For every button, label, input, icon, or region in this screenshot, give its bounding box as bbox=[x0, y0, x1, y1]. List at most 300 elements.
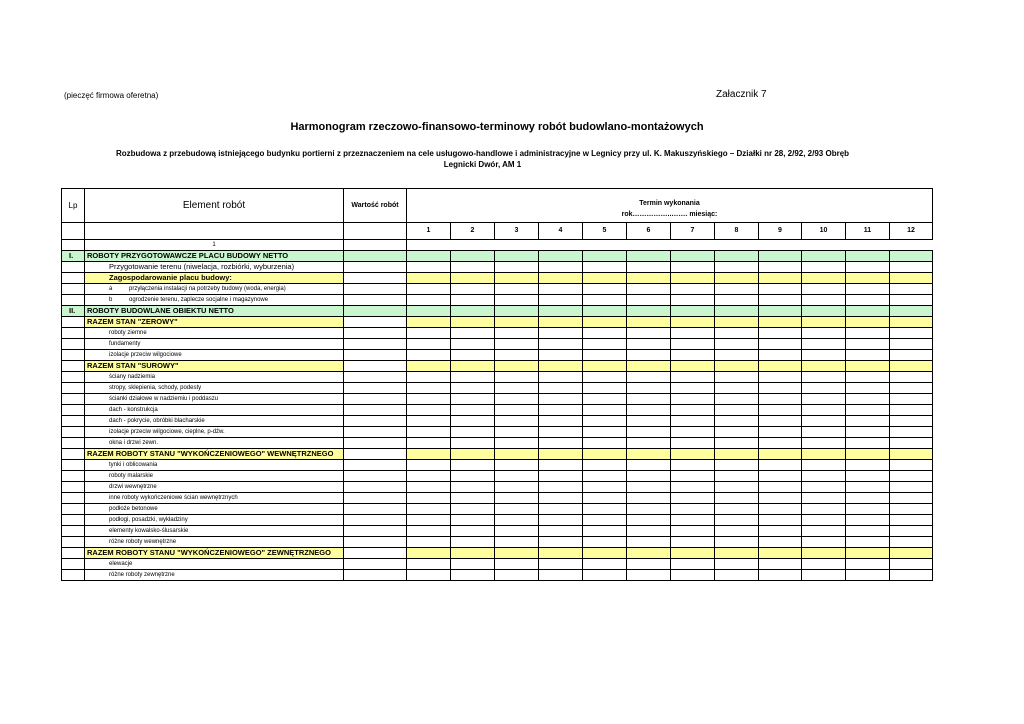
row-month-cell[interactable] bbox=[890, 273, 933, 284]
row-month-cell[interactable] bbox=[890, 405, 933, 416]
row-month-cell[interactable] bbox=[583, 284, 627, 295]
row-month-cell[interactable] bbox=[890, 504, 933, 515]
row-month-cell[interactable] bbox=[407, 251, 451, 262]
row-month-cell[interactable] bbox=[451, 284, 495, 295]
row-month-cell[interactable] bbox=[890, 416, 933, 427]
row-month-cell[interactable] bbox=[495, 284, 539, 295]
row-month-cell[interactable] bbox=[671, 449, 715, 460]
row-month-cell[interactable] bbox=[495, 482, 539, 493]
row-month-cell[interactable] bbox=[759, 284, 802, 295]
row-month-cell[interactable] bbox=[715, 251, 759, 262]
row-month-cell[interactable] bbox=[627, 295, 671, 306]
row-month-cell[interactable] bbox=[759, 471, 802, 482]
row-month-cell[interactable] bbox=[671, 405, 715, 416]
row-month-cell[interactable] bbox=[495, 295, 539, 306]
row-month-cell[interactable] bbox=[627, 471, 671, 482]
row-month-cell[interactable] bbox=[802, 273, 846, 284]
row-month-cell[interactable] bbox=[407, 416, 451, 427]
row-month-cell[interactable] bbox=[802, 471, 846, 482]
row-month-cell[interactable] bbox=[671, 383, 715, 394]
row-month-cell[interactable] bbox=[671, 427, 715, 438]
row-month-cell[interactable] bbox=[890, 295, 933, 306]
row-month-cell[interactable] bbox=[495, 262, 539, 273]
row-month-cell[interactable] bbox=[759, 350, 802, 361]
row-month-cell[interactable] bbox=[451, 262, 495, 273]
row-month-cell[interactable] bbox=[715, 361, 759, 372]
row-month-cell[interactable] bbox=[407, 449, 451, 460]
row-month-cell[interactable] bbox=[407, 427, 451, 438]
row-month-cell[interactable] bbox=[407, 471, 451, 482]
row-month-cell[interactable] bbox=[407, 559, 451, 570]
row-month-cell[interactable] bbox=[890, 350, 933, 361]
row-month-cell[interactable] bbox=[846, 559, 890, 570]
row-month-cell[interactable] bbox=[451, 471, 495, 482]
row-month-cell[interactable] bbox=[846, 570, 890, 581]
row-month-cell[interactable] bbox=[890, 284, 933, 295]
row-month-cell[interactable] bbox=[759, 405, 802, 416]
row-value-cell[interactable] bbox=[344, 372, 407, 383]
row-month-cell[interactable] bbox=[583, 471, 627, 482]
row-month-cell[interactable] bbox=[890, 548, 933, 559]
row-month-cell[interactable] bbox=[407, 273, 451, 284]
row-month-cell[interactable] bbox=[715, 493, 759, 504]
row-month-cell[interactable] bbox=[583, 482, 627, 493]
row-month-cell[interactable] bbox=[671, 460, 715, 471]
row-month-cell[interactable] bbox=[539, 262, 583, 273]
row-value-cell[interactable] bbox=[344, 504, 407, 515]
row-month-cell[interactable] bbox=[802, 515, 846, 526]
row-month-cell[interactable] bbox=[539, 306, 583, 317]
row-value-cell[interactable] bbox=[344, 383, 407, 394]
row-month-cell[interactable] bbox=[671, 482, 715, 493]
row-month-cell[interactable] bbox=[715, 328, 759, 339]
row-month-cell[interactable] bbox=[890, 306, 933, 317]
row-month-cell[interactable] bbox=[846, 548, 890, 559]
row-month-cell[interactable] bbox=[583, 372, 627, 383]
row-month-cell[interactable] bbox=[759, 438, 802, 449]
row-month-cell[interactable] bbox=[715, 383, 759, 394]
row-month-cell[interactable] bbox=[451, 306, 495, 317]
row-month-cell[interactable] bbox=[715, 526, 759, 537]
row-month-cell[interactable] bbox=[846, 295, 890, 306]
row-month-cell[interactable] bbox=[583, 262, 627, 273]
row-month-cell[interactable] bbox=[671, 339, 715, 350]
row-month-cell[interactable] bbox=[759, 559, 802, 570]
row-month-cell[interactable] bbox=[407, 493, 451, 504]
row-month-cell[interactable] bbox=[539, 460, 583, 471]
row-month-cell[interactable] bbox=[802, 493, 846, 504]
row-value-cell[interactable] bbox=[344, 493, 407, 504]
row-value-cell[interactable] bbox=[344, 251, 407, 262]
row-month-cell[interactable] bbox=[846, 504, 890, 515]
row-month-cell[interactable] bbox=[451, 559, 495, 570]
row-month-cell[interactable] bbox=[451, 339, 495, 350]
row-month-cell[interactable] bbox=[890, 570, 933, 581]
row-month-cell[interactable] bbox=[583, 394, 627, 405]
row-month-cell[interactable] bbox=[715, 570, 759, 581]
row-month-cell[interactable] bbox=[627, 339, 671, 350]
row-month-cell[interactable] bbox=[715, 350, 759, 361]
row-month-cell[interactable] bbox=[539, 361, 583, 372]
row-month-cell[interactable] bbox=[715, 537, 759, 548]
row-month-cell[interactable] bbox=[671, 262, 715, 273]
row-value-cell[interactable] bbox=[344, 482, 407, 493]
row-month-cell[interactable] bbox=[846, 416, 890, 427]
row-month-cell[interactable] bbox=[846, 284, 890, 295]
row-month-cell[interactable] bbox=[451, 273, 495, 284]
row-month-cell[interactable] bbox=[495, 526, 539, 537]
row-month-cell[interactable] bbox=[802, 449, 846, 460]
row-month-cell[interactable] bbox=[495, 416, 539, 427]
row-month-cell[interactable] bbox=[846, 372, 890, 383]
row-month-cell[interactable] bbox=[407, 438, 451, 449]
row-month-cell[interactable] bbox=[671, 394, 715, 405]
row-month-cell[interactable] bbox=[407, 504, 451, 515]
row-month-cell[interactable] bbox=[802, 405, 846, 416]
row-month-cell[interactable] bbox=[890, 482, 933, 493]
row-month-cell[interactable] bbox=[583, 328, 627, 339]
row-month-cell[interactable] bbox=[802, 537, 846, 548]
row-month-cell[interactable] bbox=[495, 339, 539, 350]
row-month-cell[interactable] bbox=[802, 548, 846, 559]
row-month-cell[interactable] bbox=[539, 449, 583, 460]
row-month-cell[interactable] bbox=[407, 328, 451, 339]
row-month-cell[interactable] bbox=[407, 339, 451, 350]
row-month-cell[interactable] bbox=[802, 317, 846, 328]
row-month-cell[interactable] bbox=[627, 284, 671, 295]
row-value-cell[interactable] bbox=[344, 416, 407, 427]
row-month-cell[interactable] bbox=[495, 548, 539, 559]
row-month-cell[interactable] bbox=[451, 504, 495, 515]
row-month-cell[interactable] bbox=[451, 460, 495, 471]
row-month-cell[interactable] bbox=[495, 427, 539, 438]
row-month-cell[interactable] bbox=[451, 548, 495, 559]
row-month-cell[interactable] bbox=[539, 515, 583, 526]
row-month-cell[interactable] bbox=[759, 416, 802, 427]
row-month-cell[interactable] bbox=[583, 317, 627, 328]
row-value-cell[interactable] bbox=[344, 394, 407, 405]
row-month-cell[interactable] bbox=[583, 559, 627, 570]
row-month-cell[interactable] bbox=[890, 537, 933, 548]
row-month-cell[interactable] bbox=[451, 350, 495, 361]
row-month-cell[interactable] bbox=[495, 350, 539, 361]
row-month-cell[interactable] bbox=[583, 405, 627, 416]
row-month-cell[interactable] bbox=[407, 482, 451, 493]
row-month-cell[interactable] bbox=[495, 537, 539, 548]
row-month-cell[interactable] bbox=[539, 405, 583, 416]
row-month-cell[interactable] bbox=[846, 482, 890, 493]
row-month-cell[interactable] bbox=[671, 504, 715, 515]
row-value-cell[interactable] bbox=[344, 515, 407, 526]
row-month-cell[interactable] bbox=[671, 361, 715, 372]
row-month-cell[interactable] bbox=[671, 471, 715, 482]
row-month-cell[interactable] bbox=[627, 460, 671, 471]
row-month-cell[interactable] bbox=[627, 537, 671, 548]
row-month-cell[interactable] bbox=[627, 394, 671, 405]
row-month-cell[interactable] bbox=[759, 251, 802, 262]
row-month-cell[interactable] bbox=[715, 372, 759, 383]
row-month-cell[interactable] bbox=[671, 284, 715, 295]
row-month-cell[interactable] bbox=[802, 328, 846, 339]
row-month-cell[interactable] bbox=[890, 438, 933, 449]
row-month-cell[interactable] bbox=[407, 350, 451, 361]
row-month-cell[interactable] bbox=[451, 295, 495, 306]
row-value-cell[interactable] bbox=[344, 471, 407, 482]
row-month-cell[interactable] bbox=[583, 493, 627, 504]
row-month-cell[interactable] bbox=[715, 460, 759, 471]
row-month-cell[interactable] bbox=[890, 251, 933, 262]
row-month-cell[interactable] bbox=[715, 416, 759, 427]
row-value-cell[interactable] bbox=[344, 537, 407, 548]
row-month-cell[interactable] bbox=[627, 372, 671, 383]
row-month-cell[interactable] bbox=[802, 416, 846, 427]
row-month-cell[interactable] bbox=[715, 317, 759, 328]
row-month-cell[interactable] bbox=[715, 306, 759, 317]
row-value-cell[interactable] bbox=[344, 405, 407, 416]
row-month-cell[interactable] bbox=[583, 339, 627, 350]
row-month-cell[interactable] bbox=[890, 526, 933, 537]
row-month-cell[interactable] bbox=[671, 548, 715, 559]
row-month-cell[interactable] bbox=[539, 273, 583, 284]
row-month-cell[interactable] bbox=[759, 460, 802, 471]
row-month-cell[interactable] bbox=[495, 438, 539, 449]
row-month-cell[interactable] bbox=[583, 537, 627, 548]
row-month-cell[interactable] bbox=[627, 273, 671, 284]
row-value-cell[interactable] bbox=[344, 427, 407, 438]
row-month-cell[interactable] bbox=[495, 570, 539, 581]
row-month-cell[interactable] bbox=[759, 537, 802, 548]
row-month-cell[interactable] bbox=[715, 504, 759, 515]
row-month-cell[interactable] bbox=[627, 405, 671, 416]
row-value-cell[interactable] bbox=[344, 570, 407, 581]
row-month-cell[interactable] bbox=[802, 350, 846, 361]
row-month-cell[interactable] bbox=[407, 526, 451, 537]
row-month-cell[interactable] bbox=[407, 295, 451, 306]
row-month-cell[interactable] bbox=[890, 427, 933, 438]
row-month-cell[interactable] bbox=[583, 350, 627, 361]
row-month-cell[interactable] bbox=[846, 339, 890, 350]
row-month-cell[interactable] bbox=[671, 570, 715, 581]
row-month-cell[interactable] bbox=[495, 504, 539, 515]
row-month-cell[interactable] bbox=[802, 482, 846, 493]
row-month-cell[interactable] bbox=[759, 427, 802, 438]
row-month-cell[interactable] bbox=[759, 449, 802, 460]
row-month-cell[interactable] bbox=[802, 570, 846, 581]
row-month-cell[interactable] bbox=[715, 427, 759, 438]
row-month-cell[interactable] bbox=[627, 427, 671, 438]
row-month-cell[interactable] bbox=[539, 383, 583, 394]
row-value-cell[interactable] bbox=[344, 548, 407, 559]
row-month-cell[interactable] bbox=[407, 548, 451, 559]
row-month-cell[interactable] bbox=[627, 251, 671, 262]
row-month-cell[interactable] bbox=[846, 438, 890, 449]
row-month-cell[interactable] bbox=[451, 482, 495, 493]
row-month-cell[interactable] bbox=[583, 548, 627, 559]
row-month-cell[interactable] bbox=[627, 482, 671, 493]
row-month-cell[interactable] bbox=[539, 328, 583, 339]
row-month-cell[interactable] bbox=[759, 339, 802, 350]
row-month-cell[interactable] bbox=[715, 339, 759, 350]
row-month-cell[interactable] bbox=[495, 559, 539, 570]
row-month-cell[interactable] bbox=[715, 482, 759, 493]
row-month-cell[interactable] bbox=[627, 559, 671, 570]
row-month-cell[interactable] bbox=[846, 515, 890, 526]
row-month-cell[interactable] bbox=[627, 493, 671, 504]
row-month-cell[interactable] bbox=[715, 295, 759, 306]
row-month-cell[interactable] bbox=[759, 328, 802, 339]
row-month-cell[interactable] bbox=[802, 372, 846, 383]
row-month-cell[interactable] bbox=[539, 493, 583, 504]
row-month-cell[interactable] bbox=[846, 526, 890, 537]
row-value-cell[interactable] bbox=[344, 438, 407, 449]
row-value-cell[interactable] bbox=[344, 273, 407, 284]
row-value-cell[interactable] bbox=[344, 284, 407, 295]
row-month-cell[interactable] bbox=[451, 416, 495, 427]
row-value-cell[interactable] bbox=[344, 350, 407, 361]
row-month-cell[interactable] bbox=[627, 548, 671, 559]
row-month-cell[interactable] bbox=[495, 306, 539, 317]
row-month-cell[interactable] bbox=[759, 504, 802, 515]
row-month-cell[interactable] bbox=[583, 449, 627, 460]
row-month-cell[interactable] bbox=[846, 383, 890, 394]
row-month-cell[interactable] bbox=[539, 559, 583, 570]
row-value-cell[interactable] bbox=[344, 559, 407, 570]
row-month-cell[interactable] bbox=[846, 273, 890, 284]
row-month-cell[interactable] bbox=[407, 515, 451, 526]
row-month-cell[interactable] bbox=[846, 394, 890, 405]
row-month-cell[interactable] bbox=[759, 273, 802, 284]
row-month-cell[interactable] bbox=[715, 438, 759, 449]
row-month-cell[interactable] bbox=[890, 460, 933, 471]
row-month-cell[interactable] bbox=[495, 515, 539, 526]
row-month-cell[interactable] bbox=[451, 251, 495, 262]
row-month-cell[interactable] bbox=[846, 328, 890, 339]
row-month-cell[interactable] bbox=[846, 251, 890, 262]
row-value-cell[interactable] bbox=[344, 306, 407, 317]
row-month-cell[interactable] bbox=[890, 328, 933, 339]
row-month-cell[interactable] bbox=[671, 317, 715, 328]
row-month-cell[interactable] bbox=[890, 493, 933, 504]
row-month-cell[interactable] bbox=[627, 504, 671, 515]
row-month-cell[interactable] bbox=[671, 251, 715, 262]
row-value-cell[interactable] bbox=[344, 262, 407, 273]
row-month-cell[interactable] bbox=[583, 460, 627, 471]
row-month-cell[interactable] bbox=[583, 416, 627, 427]
row-month-cell[interactable] bbox=[759, 295, 802, 306]
row-month-cell[interactable] bbox=[759, 306, 802, 317]
row-month-cell[interactable] bbox=[451, 515, 495, 526]
row-month-cell[interactable] bbox=[451, 328, 495, 339]
row-month-cell[interactable] bbox=[671, 526, 715, 537]
row-month-cell[interactable] bbox=[495, 383, 539, 394]
row-value-cell[interactable] bbox=[344, 328, 407, 339]
row-month-cell[interactable] bbox=[671, 295, 715, 306]
row-month-cell[interactable] bbox=[802, 295, 846, 306]
row-month-cell[interactable] bbox=[451, 526, 495, 537]
row-month-cell[interactable] bbox=[495, 493, 539, 504]
row-value-cell[interactable] bbox=[344, 295, 407, 306]
row-month-cell[interactable] bbox=[539, 372, 583, 383]
row-month-cell[interactable] bbox=[802, 394, 846, 405]
row-month-cell[interactable] bbox=[627, 262, 671, 273]
row-month-cell[interactable] bbox=[627, 515, 671, 526]
row-month-cell[interactable] bbox=[539, 295, 583, 306]
row-month-cell[interactable] bbox=[407, 361, 451, 372]
row-month-cell[interactable] bbox=[890, 317, 933, 328]
row-month-cell[interactable] bbox=[671, 438, 715, 449]
row-month-cell[interactable] bbox=[495, 405, 539, 416]
row-month-cell[interactable] bbox=[451, 537, 495, 548]
row-month-cell[interactable] bbox=[627, 570, 671, 581]
row-month-cell[interactable] bbox=[583, 251, 627, 262]
row-month-cell[interactable] bbox=[715, 449, 759, 460]
row-month-cell[interactable] bbox=[715, 394, 759, 405]
row-month-cell[interactable] bbox=[890, 559, 933, 570]
row-month-cell[interactable] bbox=[802, 339, 846, 350]
row-month-cell[interactable] bbox=[495, 251, 539, 262]
row-value-cell[interactable] bbox=[344, 449, 407, 460]
row-month-cell[interactable] bbox=[890, 361, 933, 372]
row-month-cell[interactable] bbox=[407, 460, 451, 471]
row-month-cell[interactable] bbox=[495, 361, 539, 372]
row-month-cell[interactable] bbox=[451, 383, 495, 394]
row-month-cell[interactable] bbox=[451, 394, 495, 405]
row-month-cell[interactable] bbox=[407, 383, 451, 394]
row-month-cell[interactable] bbox=[627, 361, 671, 372]
row-month-cell[interactable] bbox=[495, 460, 539, 471]
row-month-cell[interactable] bbox=[759, 394, 802, 405]
row-month-cell[interactable] bbox=[539, 537, 583, 548]
row-month-cell[interactable] bbox=[759, 548, 802, 559]
row-month-cell[interactable] bbox=[759, 482, 802, 493]
row-month-cell[interactable] bbox=[671, 328, 715, 339]
row-month-cell[interactable] bbox=[802, 361, 846, 372]
row-month-cell[interactable] bbox=[539, 416, 583, 427]
row-month-cell[interactable] bbox=[890, 262, 933, 273]
row-value-cell[interactable] bbox=[344, 361, 407, 372]
row-month-cell[interactable] bbox=[451, 361, 495, 372]
row-month-cell[interactable] bbox=[759, 317, 802, 328]
row-month-cell[interactable] bbox=[627, 317, 671, 328]
row-month-cell[interactable] bbox=[846, 361, 890, 372]
row-month-cell[interactable] bbox=[802, 383, 846, 394]
row-month-cell[interactable] bbox=[759, 361, 802, 372]
row-month-cell[interactable] bbox=[715, 515, 759, 526]
row-month-cell[interactable] bbox=[846, 350, 890, 361]
row-month-cell[interactable] bbox=[671, 350, 715, 361]
row-month-cell[interactable] bbox=[846, 427, 890, 438]
row-month-cell[interactable] bbox=[890, 471, 933, 482]
row-month-cell[interactable] bbox=[539, 438, 583, 449]
row-month-cell[interactable] bbox=[627, 416, 671, 427]
row-month-cell[interactable] bbox=[846, 405, 890, 416]
row-month-cell[interactable] bbox=[802, 460, 846, 471]
row-month-cell[interactable] bbox=[671, 537, 715, 548]
row-month-cell[interactable] bbox=[451, 317, 495, 328]
row-month-cell[interactable] bbox=[671, 372, 715, 383]
row-month-cell[interactable] bbox=[495, 372, 539, 383]
row-month-cell[interactable] bbox=[495, 273, 539, 284]
row-month-cell[interactable] bbox=[759, 383, 802, 394]
row-month-cell[interactable] bbox=[802, 504, 846, 515]
row-month-cell[interactable] bbox=[627, 328, 671, 339]
row-month-cell[interactable] bbox=[671, 559, 715, 570]
row-month-cell[interactable] bbox=[407, 372, 451, 383]
row-month-cell[interactable] bbox=[583, 504, 627, 515]
row-month-cell[interactable] bbox=[583, 570, 627, 581]
row-month-cell[interactable] bbox=[539, 350, 583, 361]
row-month-cell[interactable] bbox=[583, 295, 627, 306]
